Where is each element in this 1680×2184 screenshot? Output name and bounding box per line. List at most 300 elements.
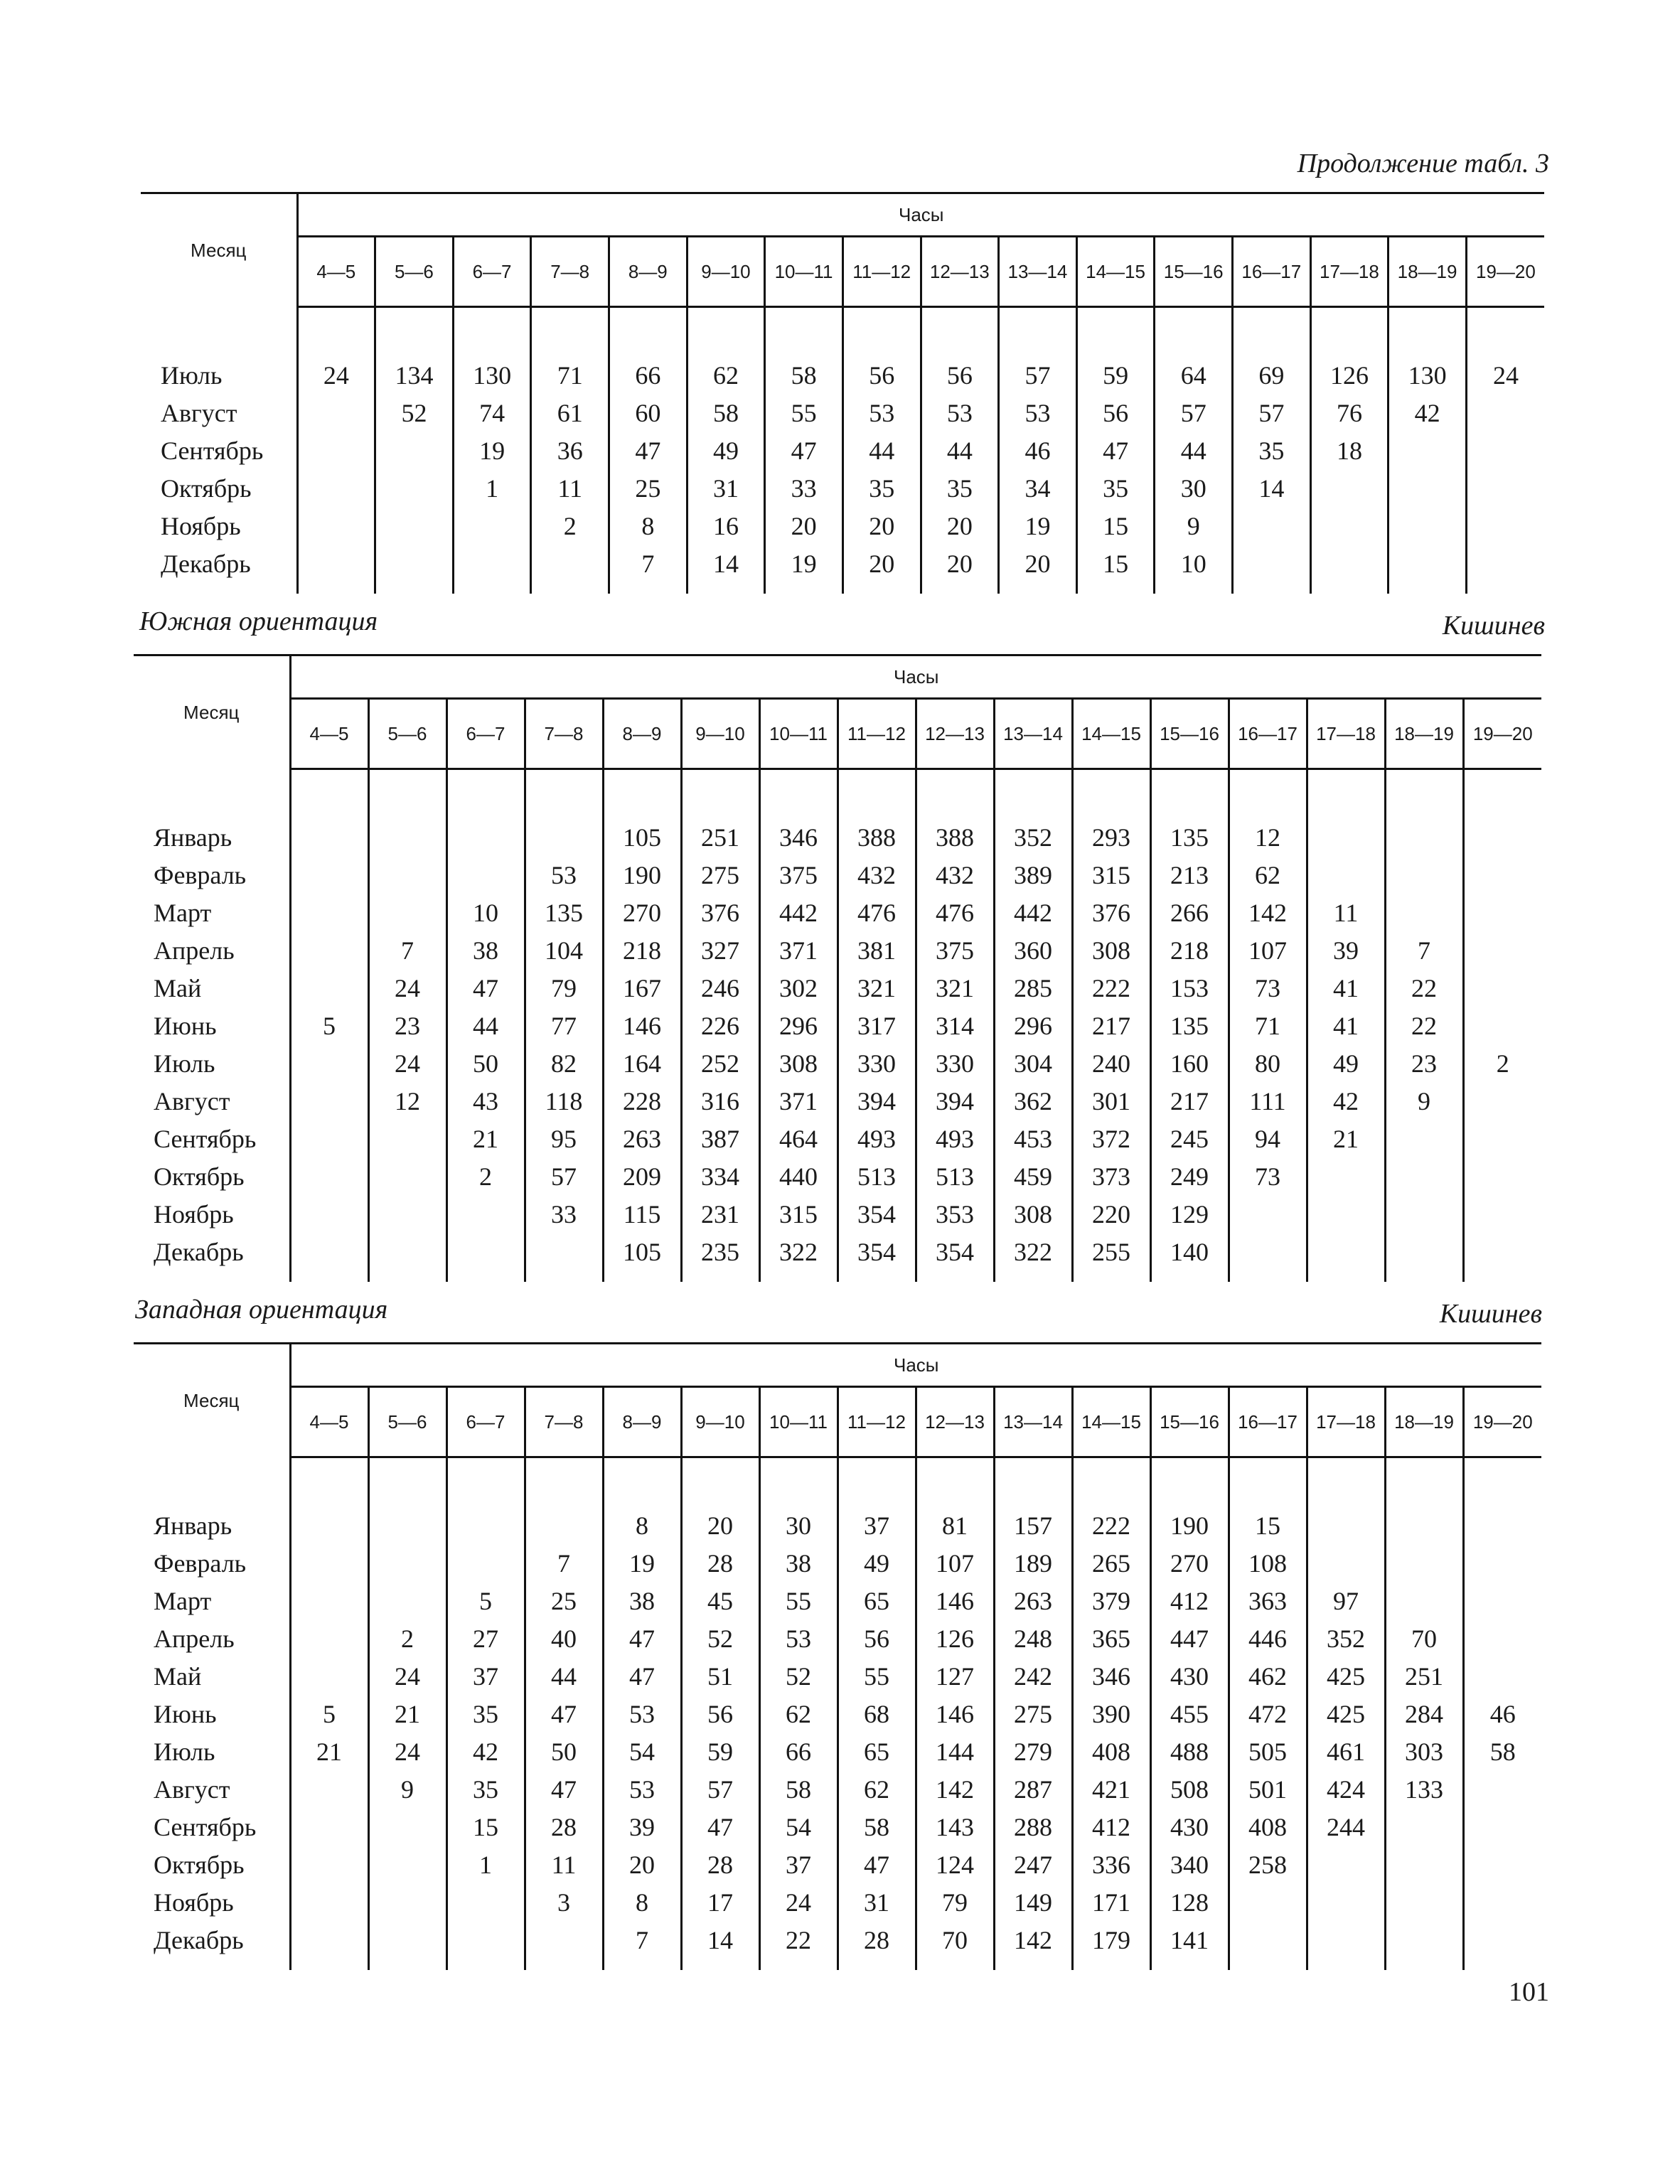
value-cell: 226	[681, 1007, 759, 1044]
value-cell: 476	[916, 894, 994, 931]
value-cell	[290, 1233, 368, 1270]
value-cell: 266	[1150, 894, 1229, 931]
value-cell: 57	[681, 1770, 759, 1808]
value-cell: 353	[916, 1195, 994, 1233]
value-cell: 455	[1150, 1695, 1229, 1733]
value-cell: 28	[525, 1808, 603, 1846]
value-cell: 108	[1229, 1544, 1307, 1582]
value-cell: 105	[603, 818, 681, 856]
hour-column-header: 8—9	[609, 237, 687, 307]
table-row	[134, 1733, 1541, 1770]
hour-column-header: 10—11	[759, 699, 838, 769]
value-cell: 62	[759, 1695, 838, 1733]
value-cell: 39	[603, 1808, 681, 1846]
value-cell: 430	[1150, 1657, 1229, 1695]
value-cell: 79	[525, 969, 603, 1007]
table-row	[134, 1808, 1541, 1846]
value-cell: 447	[1150, 1620, 1229, 1657]
value-cell: 11	[1307, 894, 1385, 931]
value-cell	[368, 1157, 446, 1195]
value-cell: 33	[525, 1195, 603, 1233]
value-cell: 10	[446, 894, 525, 931]
value-cell: 40	[525, 1620, 603, 1657]
value-cell: 346	[1072, 1657, 1150, 1695]
value-cell	[1307, 856, 1385, 894]
value-cell: 64	[1155, 356, 1233, 394]
value-cell: 288	[994, 1808, 1072, 1846]
value-cell: 142	[1229, 894, 1307, 931]
value-cell: 142	[916, 1770, 994, 1808]
value-cell: 45	[681, 1582, 759, 1620]
value-cell: 46	[1489, 1699, 1516, 1728]
value-cell: 308	[994, 1195, 1072, 1233]
value-cell	[446, 1544, 525, 1582]
value-cell	[1385, 818, 1463, 856]
value-cell: 62	[1229, 856, 1307, 894]
table-row	[134, 1044, 1541, 1082]
value-cell	[375, 432, 454, 469]
value-cell	[1385, 1120, 1463, 1157]
value-cell: 35	[1076, 469, 1155, 507]
value-cell	[290, 1808, 368, 1846]
value-cell: 97	[1307, 1582, 1385, 1620]
value-cell	[525, 1233, 603, 1270]
value-cell: 453	[994, 1120, 1072, 1157]
month-cell: Август	[134, 1082, 290, 1120]
value-cell	[1389, 545, 1467, 582]
value-cell: 327	[681, 931, 759, 969]
value-cell	[1385, 894, 1463, 931]
value-cell: 18	[1310, 432, 1389, 469]
table-row	[134, 818, 1541, 856]
value-cell: 430	[1150, 1808, 1229, 1846]
value-cell	[1463, 1846, 1541, 1883]
value-cell	[290, 818, 368, 856]
value-cell: 130	[453, 356, 531, 394]
value-cell: 126	[916, 1620, 994, 1657]
table-2	[134, 654, 1541, 1282]
value-cell	[446, 1883, 525, 1921]
hour-column-header: 16—17	[1229, 1387, 1307, 1457]
value-cell: 7	[603, 1921, 681, 1959]
value-cell: 255	[1072, 1233, 1150, 1270]
value-cell	[290, 1044, 368, 1082]
value-cell: 81	[916, 1506, 994, 1544]
table-row	[134, 1506, 1541, 1544]
value-cell: 179	[1072, 1921, 1150, 1959]
hour-column-header: 9—10	[687, 237, 765, 307]
value-cell	[1463, 1883, 1541, 1921]
value-cell	[446, 1921, 525, 1959]
value-cell: 62	[687, 356, 765, 394]
month-cell: Июнь	[134, 1007, 290, 1044]
value-cell: 9	[1155, 507, 1233, 545]
value-cell	[297, 432, 375, 469]
value-cell: 53	[759, 1620, 838, 1657]
value-cell: 134	[375, 356, 454, 394]
value-cell: 242	[994, 1657, 1072, 1695]
month-cell: Декабрь	[141, 545, 297, 582]
hour-column-header: 11—12	[842, 237, 921, 307]
value-cell	[368, 1120, 446, 1157]
value-cell: 408	[1072, 1733, 1150, 1770]
value-cell: 73	[1229, 1157, 1307, 1195]
value-cell: 107	[916, 1544, 994, 1582]
value-cell	[290, 931, 368, 969]
value-cell: 2	[531, 507, 609, 545]
value-cell: 387	[681, 1120, 759, 1157]
hour-column-header: 18—19	[1385, 699, 1463, 769]
value-cell: 41	[1307, 969, 1385, 1007]
value-cell	[1463, 1620, 1541, 1657]
value-cell: 25	[525, 1582, 603, 1620]
month-cell: Июль	[134, 1044, 290, 1082]
table-row	[141, 356, 1544, 394]
table-row	[134, 1007, 1541, 1044]
value-cell	[1466, 507, 1544, 545]
hours-group-header: Часы	[297, 193, 1544, 237]
hour-column-header: 8—9	[603, 1387, 681, 1457]
value-cell: 24	[368, 1044, 446, 1082]
value-cell	[297, 394, 375, 432]
value-cell: 36	[531, 432, 609, 469]
value-cell: 47	[603, 1657, 681, 1695]
value-cell: 23	[1385, 1044, 1463, 1082]
value-cell: 135	[1150, 818, 1229, 856]
value-cell: 190	[1150, 1506, 1229, 1544]
value-cell: 442	[759, 894, 838, 931]
value-cell	[368, 1582, 446, 1620]
value-cell	[368, 818, 446, 856]
hour-column-header: 4—5	[290, 699, 368, 769]
value-cell: 245	[1150, 1120, 1229, 1157]
value-cell	[1463, 1233, 1541, 1270]
value-cell	[290, 1120, 368, 1157]
value-cell: 493	[916, 1120, 994, 1157]
value-cell: 362	[994, 1082, 1072, 1120]
value-cell: 247	[994, 1846, 1072, 1883]
value-cell: 412	[1150, 1582, 1229, 1620]
value-cell: 270	[603, 894, 681, 931]
value-cell: 284	[1385, 1695, 1463, 1733]
value-cell: 57	[525, 1157, 603, 1195]
value-cell	[1229, 1195, 1307, 1233]
value-cell	[525, 1921, 603, 1959]
value-cell	[446, 856, 525, 894]
value-cell: 476	[838, 894, 916, 931]
value-cell: 459	[994, 1157, 1072, 1195]
value-cell: 217	[1072, 1007, 1150, 1044]
value-cell: 15	[1076, 545, 1155, 582]
value-cell: 375	[759, 856, 838, 894]
value-cell	[368, 1808, 446, 1846]
value-cell	[1463, 1770, 1541, 1808]
value-cell: 107	[1229, 931, 1307, 969]
value-cell: 58	[765, 356, 843, 394]
value-cell	[1463, 931, 1541, 969]
value-cell	[1385, 1544, 1463, 1582]
value-cell	[1466, 432, 1544, 469]
value-cell	[1229, 1921, 1307, 1959]
value-cell: 513	[838, 1157, 916, 1195]
value-cell: 55	[838, 1657, 916, 1695]
value-cell: 77	[525, 1007, 603, 1044]
value-cell	[290, 969, 368, 1007]
page-number: 101	[1509, 1977, 1549, 2007]
value-cell: 38	[446, 931, 525, 969]
month-cell: Январь	[134, 1506, 290, 1544]
table-row	[134, 1921, 1541, 1959]
value-cell: 47	[446, 969, 525, 1007]
value-cell: 23	[368, 1007, 446, 1044]
value-cell: 317	[838, 1007, 916, 1044]
value-cell: 285	[994, 969, 1072, 1007]
table-row	[134, 1695, 1541, 1733]
value-cell: 304	[994, 1044, 1072, 1082]
value-cell: 46	[999, 432, 1077, 469]
value-cell: 94	[1229, 1120, 1307, 1157]
month-cell: Июнь	[134, 1695, 290, 1733]
hour-column-header: 19—20	[1463, 699, 1541, 769]
value-cell: 66	[609, 356, 687, 394]
value-cell: 394	[838, 1082, 916, 1120]
table-row	[134, 856, 1541, 894]
value-cell: 302	[759, 969, 838, 1007]
hour-column-header: 16—17	[1233, 237, 1311, 307]
month-cell: Сентябрь	[141, 432, 297, 469]
value-cell: 301	[1072, 1082, 1150, 1120]
value-cell: 20	[681, 1506, 759, 1544]
value-cell: 7	[1385, 931, 1463, 969]
value-cell	[1463, 894, 1541, 931]
hour-column-header: 12—13	[921, 237, 999, 307]
value-cell: 37	[446, 1657, 525, 1695]
table-row	[134, 1233, 1541, 1270]
value-cell: 53	[921, 394, 999, 432]
hour-column-header: 6—7	[453, 237, 531, 307]
hour-column-header: 15—16	[1150, 699, 1229, 769]
value-cell: 9	[368, 1770, 446, 1808]
value-cell: 336	[1072, 1846, 1150, 1883]
value-cell	[1466, 394, 1544, 432]
value-cell: 143	[916, 1808, 994, 1846]
value-cell: 315	[759, 1195, 838, 1233]
value-cell: 118	[525, 1082, 603, 1120]
value-cell: 59	[1076, 356, 1155, 394]
value-cell	[290, 1195, 368, 1233]
value-cell: 513	[916, 1157, 994, 1195]
value-cell: 52	[681, 1620, 759, 1657]
value-cell: 15	[1229, 1506, 1307, 1544]
value-cell: 263	[994, 1582, 1072, 1620]
value-cell: 60	[609, 394, 687, 432]
value-cell: 22	[759, 1921, 838, 1959]
value-cell: 142	[994, 1921, 1072, 1959]
value-cell: 293	[1072, 818, 1150, 856]
value-cell: 217	[1150, 1082, 1229, 1120]
value-cell: 20	[603, 1846, 681, 1883]
value-cell: 57	[1233, 394, 1311, 432]
value-cell	[1389, 432, 1467, 469]
value-cell: 44	[1155, 432, 1233, 469]
value-cell: 209	[603, 1157, 681, 1195]
value-cell: 57	[999, 356, 1077, 394]
hour-column-header: 18—19	[1389, 237, 1467, 307]
value-cell	[446, 1506, 525, 1544]
value-cell: 146	[603, 1007, 681, 1044]
hour-column-header: 13—14	[994, 1387, 1072, 1457]
value-cell: 388	[838, 818, 916, 856]
value-cell: 508	[1150, 1770, 1229, 1808]
value-cell: 330	[916, 1044, 994, 1082]
value-cell: 365	[1072, 1620, 1150, 1657]
value-cell: 388	[916, 818, 994, 856]
value-cell: 171	[1072, 1883, 1150, 1921]
value-cell	[368, 1846, 446, 1883]
value-cell: 190	[603, 856, 681, 894]
value-cell	[290, 894, 368, 931]
month-cell: Ноябрь	[134, 1195, 290, 1233]
value-cell	[1385, 1582, 1463, 1620]
value-cell: 52	[759, 1657, 838, 1695]
value-cell	[1233, 545, 1311, 582]
hour-column-header: 14—15	[1076, 237, 1155, 307]
value-cell: 8	[603, 1883, 681, 1921]
value-cell: 346	[759, 818, 838, 856]
value-cell	[1307, 1921, 1385, 1959]
value-cell: 501	[1229, 1770, 1307, 1808]
value-cell: 39	[1307, 931, 1385, 969]
table-row	[134, 931, 1541, 969]
hour-column-header: 15—16	[1150, 1387, 1229, 1457]
value-cell: 488	[1150, 1733, 1229, 1770]
value-cell: 82	[525, 1044, 603, 1082]
table-row	[141, 507, 1544, 545]
value-cell: 28	[838, 1921, 916, 1959]
value-cell: 20	[921, 545, 999, 582]
value-cell: 308	[1072, 931, 1150, 969]
hour-column-header: 10—11	[759, 1387, 838, 1457]
table-row	[134, 1195, 1541, 1233]
value-cell: 249	[1150, 1157, 1229, 1195]
value-cell: 37	[759, 1846, 838, 1883]
value-cell: 354	[838, 1195, 916, 1233]
value-cell: 24	[759, 1883, 838, 1921]
value-cell: 340	[1150, 1846, 1229, 1883]
value-cell: 10	[1155, 545, 1233, 582]
table-row	[141, 394, 1544, 432]
value-cell: 251	[1385, 1657, 1463, 1695]
value-cell	[290, 856, 368, 894]
table-2-city-label: Кишинев	[1442, 611, 1545, 641]
value-cell	[1463, 1921, 1541, 1959]
value-cell: 5	[290, 1007, 368, 1044]
value-cell	[368, 856, 446, 894]
hour-column-header: 4—5	[290, 1387, 368, 1457]
value-cell: 153	[1150, 969, 1229, 1007]
value-cell	[1307, 1233, 1385, 1270]
value-cell: 135	[1150, 1007, 1229, 1044]
value-cell: 14	[687, 545, 765, 582]
value-cell: 31	[838, 1883, 916, 1921]
value-cell	[1307, 1195, 1385, 1233]
value-cell: 41	[1307, 1007, 1385, 1044]
month-cell: Ноябрь	[141, 507, 297, 545]
value-cell: 244	[1307, 1808, 1385, 1846]
table-row	[134, 1883, 1541, 1921]
value-cell	[525, 1506, 603, 1544]
value-cell: 432	[916, 856, 994, 894]
value-cell: 58	[759, 1770, 838, 1808]
value-cell	[453, 507, 531, 545]
value-cell: 105	[603, 1233, 681, 1270]
value-cell: 432	[838, 856, 916, 894]
month-cell: Февраль	[134, 856, 290, 894]
value-cell: 35	[921, 469, 999, 507]
value-cell	[1389, 469, 1467, 507]
value-cell	[290, 1082, 368, 1120]
value-cell	[1466, 469, 1544, 507]
value-cell: 412	[1072, 1808, 1150, 1846]
value-cell	[1463, 1506, 1541, 1544]
value-cell	[1385, 1157, 1463, 1195]
value-cell: 53	[525, 856, 603, 894]
month-column-header: Месяц	[141, 193, 297, 307]
value-cell	[1463, 1007, 1541, 1044]
value-cell: 58	[1489, 1737, 1516, 1766]
month-cell: Май	[134, 1657, 290, 1695]
value-cell: 24	[368, 969, 446, 1007]
value-cell: 61	[531, 394, 609, 432]
value-cell	[290, 1620, 368, 1657]
value-cell	[1463, 818, 1541, 856]
value-cell	[368, 1883, 446, 1921]
value-cell: 44	[446, 1007, 525, 1044]
value-cell: 2	[446, 1157, 525, 1195]
value-cell	[375, 545, 454, 582]
value-cell: 275	[681, 856, 759, 894]
value-cell: 7	[368, 931, 446, 969]
hour-column-header: 7—8	[531, 237, 609, 307]
value-cell: 56	[681, 1695, 759, 1733]
value-cell: 251	[681, 818, 759, 856]
value-cell: 74	[453, 394, 531, 432]
hour-column-header: 18—19	[1385, 1387, 1463, 1457]
value-cell	[1307, 1544, 1385, 1582]
value-cell	[1385, 1883, 1463, 1921]
value-cell	[1385, 1808, 1463, 1846]
value-cell: 76	[1310, 394, 1389, 432]
value-cell	[1463, 1082, 1541, 1120]
value-cell	[446, 1195, 525, 1233]
value-cell: 47	[525, 1695, 603, 1733]
hour-column-header: 7—8	[525, 699, 603, 769]
value-cell: 240	[1072, 1044, 1150, 1082]
table-row	[134, 1120, 1541, 1157]
value-cell: 44	[921, 432, 999, 469]
value-cell: 54	[759, 1808, 838, 1846]
value-cell: 505	[1229, 1733, 1307, 1770]
value-cell: 37	[838, 1506, 916, 1544]
value-cell: 11	[525, 1846, 603, 1883]
value-cell: 296	[994, 1007, 1072, 1044]
value-cell: 30	[1155, 469, 1233, 507]
value-cell	[453, 545, 531, 582]
hour-column-header: 5—6	[368, 1387, 446, 1457]
value-cell: 47	[765, 432, 843, 469]
value-cell	[1463, 1157, 1541, 1195]
value-cell: 47	[838, 1846, 916, 1883]
